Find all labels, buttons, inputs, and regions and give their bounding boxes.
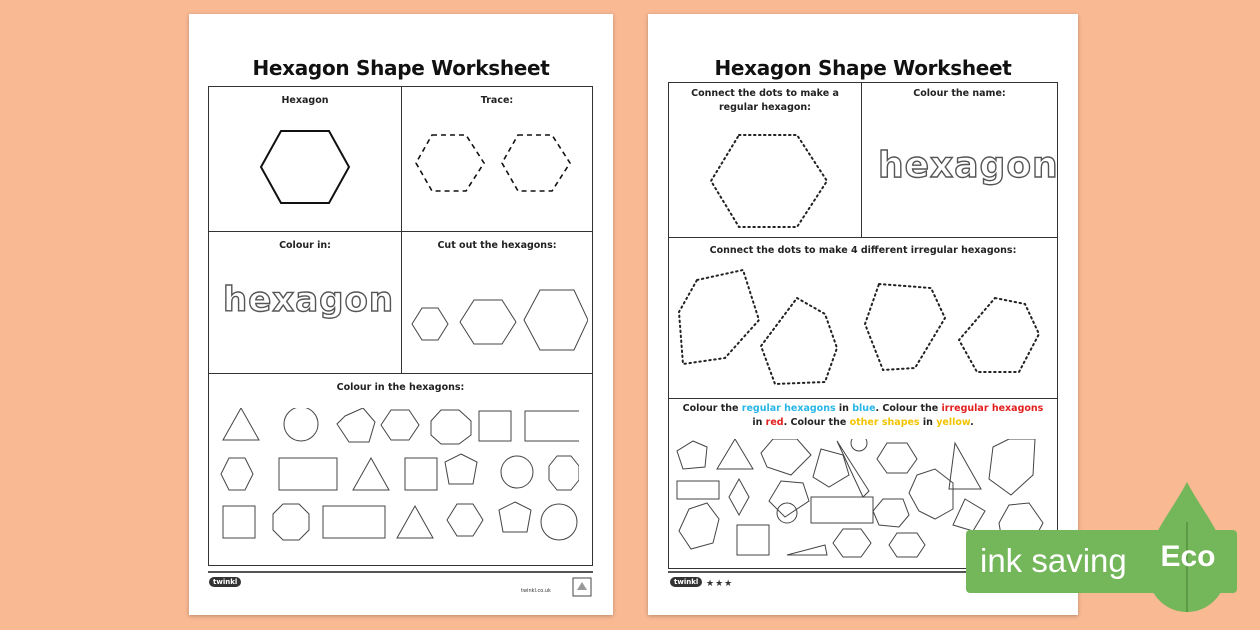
dashed-hexagons — [414, 131, 584, 201]
colour-hexagons-title: Colour in the hexagons: — [336, 382, 465, 393]
colour-name-title: Colour the name: — [913, 88, 1006, 99]
connect-regular-cell — [668, 82, 862, 238]
colour-hexagons-cell — [208, 373, 593, 566]
ink-saving-icon — [571, 576, 593, 598]
footer-rule — [208, 571, 593, 573]
ink-saving-label: ink saving — [980, 542, 1127, 579]
hexagon-word: hexagon — [223, 280, 395, 320]
hexagon-word: hexagon — [878, 145, 1059, 186]
twinkl-logo: twinkl — [209, 577, 241, 587]
page-title: Hexagon Shape Worksheet — [252, 56, 550, 80]
hexagon-shape — [257, 125, 353, 209]
worksheet-page-1 — [189, 14, 613, 615]
trace-cell — [401, 86, 593, 232]
eco-label: Eco — [1160, 540, 1216, 573]
difficulty-stars: ★★★ — [706, 579, 734, 589]
hexagon-cell — [208, 86, 402, 232]
mixed-shapes — [219, 408, 579, 558]
dotted-irregular-hexagons — [675, 268, 1055, 394]
cut-out-title: Cut out the hexagons: — [437, 240, 557, 251]
cut-out-hexagons — [410, 284, 588, 354]
hexagon-cell-title: Hexagon — [281, 95, 329, 106]
twinkl-logo: twinkl — [670, 577, 702, 587]
trace-cell-title: Trace: — [480, 95, 514, 106]
cut-out-cell — [401, 231, 593, 374]
instruction-text: Colour the regular hexagons in blue. Colour the irregular hexagons in red. Colour the other shapes in yellow. — [682, 403, 1044, 428]
connect-irregular-title: Connect the dots to make 4 different irregular hexagons: — [709, 245, 1017, 256]
page-title: Hexagon Shape Worksheet — [714, 56, 1012, 80]
colour-in-title: Colour in: — [279, 240, 331, 251]
dotted-regular-hexagon — [709, 131, 829, 231]
colour-in-cell — [208, 231, 402, 374]
worksheet-page-2 — [648, 14, 1078, 615]
colour-name-cell — [861, 82, 1058, 238]
connect-irregular-cell — [668, 237, 1058, 399]
connect-regular-title: Connect the dots to make a regular hexagon: — [691, 88, 839, 113]
footer-url: twinkl.co.uk — [521, 588, 551, 594]
